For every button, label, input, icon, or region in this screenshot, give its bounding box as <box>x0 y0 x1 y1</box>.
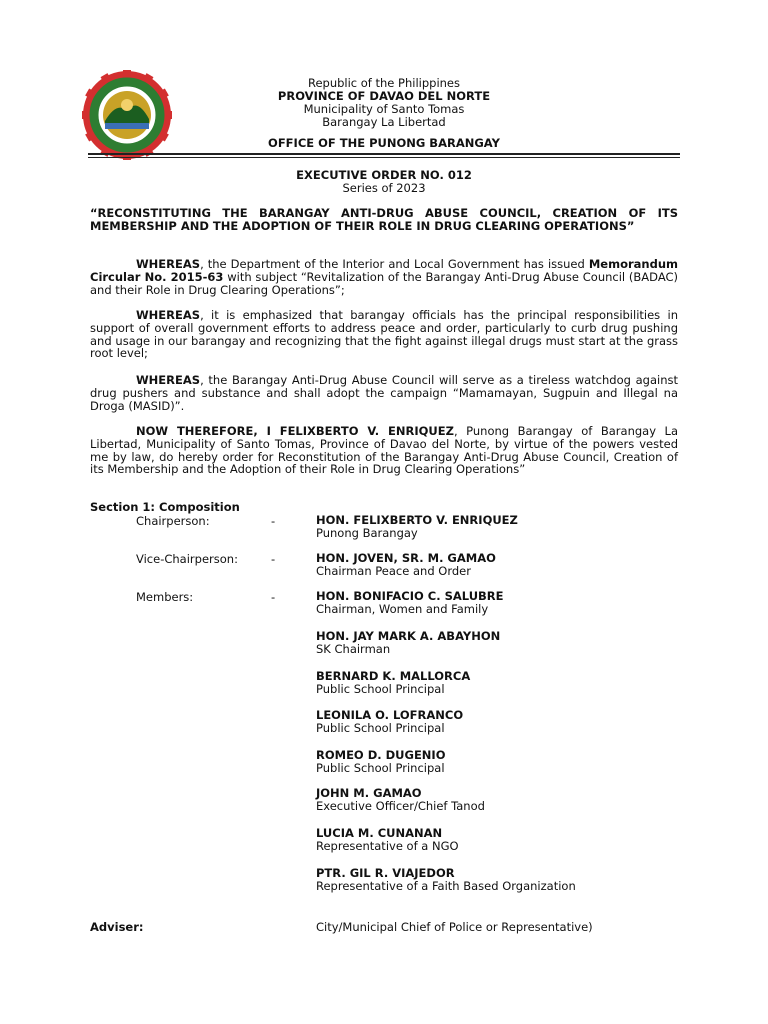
paragraph-text: , the Department of the Interior and Local Government has issued <box>200 257 589 271</box>
whereas-paragraph-2 <box>90 309 678 360</box>
member-position: Representative of a NGO <box>316 838 459 853</box>
order-title: “RECONSTITUTING THE BARANGAY ANTI-DRUG ABUSE COUNCIL, CREATION OF ITS MEMBERSHIP AND THE ADOPTION OF THEIR ROLE IN DRUG CLEARING OPERATIONS” <box>90 206 678 233</box>
member-entry <box>316 590 504 615</box>
whereas-lead: WHEREAS <box>136 308 201 322</box>
barangay-seal-icon <box>82 70 172 160</box>
member-position: Chairman Peace and Order <box>316 563 471 578</box>
member-name: BERNARD K. MALLORCA <box>316 669 471 683</box>
member-position: Punong Barangay <box>316 525 418 540</box>
member-name: ROMEO D. DUGENIO <box>316 748 446 762</box>
now-therefore-lead: NOW THEREFORE, I FELIXBERTO V. ENRIQUEZ <box>136 424 454 438</box>
member-name: HON. BONIFACIO C. SALUBRE <box>316 589 504 603</box>
member-position: Representative of a Faith Based Organization <box>316 878 576 893</box>
now-therefore-paragraph <box>90 425 678 476</box>
role-dash: - <box>271 552 276 566</box>
member-entry <box>316 709 463 734</box>
member-entry <box>316 749 446 774</box>
role-chairperson: Chairperson: <box>136 514 210 528</box>
member-position: Public School Principal <box>316 760 445 775</box>
member-position: Executive Officer/Chief Tanod <box>316 798 485 813</box>
member-entry <box>316 514 518 539</box>
role-dash: - <box>271 514 276 528</box>
paragraph-text: , it is emphasized that barangay officials has the principal responsibilities in support of overall government efforts to address peace and order, particularly to curb drug pushing and usage in our barangay and recognizing that the fight against illegal drugs must start at the grass root level; <box>90 308 678 361</box>
memo-reference: Memorandum Circular No. 2015-63 <box>90 257 678 284</box>
paragraph-text: with subject “Revitalization of the Barangay Anti-Drug Abuse Council (BADAC) and their Role in Drug Clearing Operations”; <box>90 269 678 297</box>
section-title: Section 1: Composition <box>90 500 240 514</box>
member-name: JOHN M. GAMAO <box>316 786 422 800</box>
member-name: HON. JAY MARK A. ABAYHON <box>316 629 501 643</box>
barangay-line: Barangay La Libertad <box>322 115 446 129</box>
role-dash: - <box>271 590 276 604</box>
order-series: Series of 2023 <box>342 181 426 195</box>
member-entry <box>316 827 459 852</box>
header-rule-thin <box>88 157 680 158</box>
member-name: HON. FELIXBERTO V. ENRIQUEZ <box>316 513 518 527</box>
member-name: LEONILA O. LOFRANCO <box>316 708 464 722</box>
member-entry <box>316 630 500 655</box>
whereas-lead: WHEREAS <box>136 373 201 387</box>
whereas-paragraph-3 <box>90 374 678 412</box>
member-name: LUCIA M. CUNANAN <box>316 826 443 840</box>
whereas-lead: WHEREAS <box>136 257 201 271</box>
municipality-line: Municipality of Santo Tomas <box>303 102 465 116</box>
member-entry <box>316 670 470 695</box>
order-heading <box>88 169 680 195</box>
role-vice-chairperson: Vice-Chairperson: <box>136 552 238 566</box>
member-name: HON. JOVEN, SR. M. GAMAO <box>316 551 496 565</box>
member-entry <box>316 787 485 812</box>
member-name: PTR. GIL R. VIAJEDOR <box>316 866 455 880</box>
order-number: EXECUTIVE ORDER NO. 012 <box>296 168 472 182</box>
member-position: SK Chairman <box>316 641 391 656</box>
member-entry <box>316 867 576 892</box>
paragraph-text: , Punong Barangay of Barangay La Libertad, Municipality of Santo Tomas, Province of Davao del Norte, by virtue of the powers vested me by law, do hereby order for Reconstitution of the Barangay Anti-Drug Abuse Council, Creation of its Membership and the Adoption of their Role in Drug Clearing Operations” <box>90 424 679 477</box>
republic-line: Republic of the Philippines <box>307 76 461 90</box>
province-line: PROVINCE OF DAVAO DEL NORTE <box>277 89 491 103</box>
header-rule-thick <box>88 153 680 155</box>
member-position: Public School Principal <box>316 720 445 735</box>
adviser-label: Adviser: <box>90 920 144 934</box>
office-title: OFFICE OF THE PUNONG BARANGAY <box>268 136 500 150</box>
whereas-paragraph-1 <box>90 258 678 296</box>
member-position: Public School Principal <box>316 681 445 696</box>
member-position: Chairman, Women and Family <box>316 601 489 616</box>
paragraph-text: , the Barangay Anti-Drug Abuse Council will serve as a tireless watchdog against drug pushers and substance and shall adopt the campaign “Mamamayan, Sugpuin and Illegal na Droga (MASID)”. <box>90 373 678 413</box>
adviser-value: City/Municipal Chief of Police or Representative) <box>316 920 593 934</box>
role-members: Members: <box>136 590 194 604</box>
member-entry <box>316 552 496 577</box>
letterhead <box>174 77 594 129</box>
